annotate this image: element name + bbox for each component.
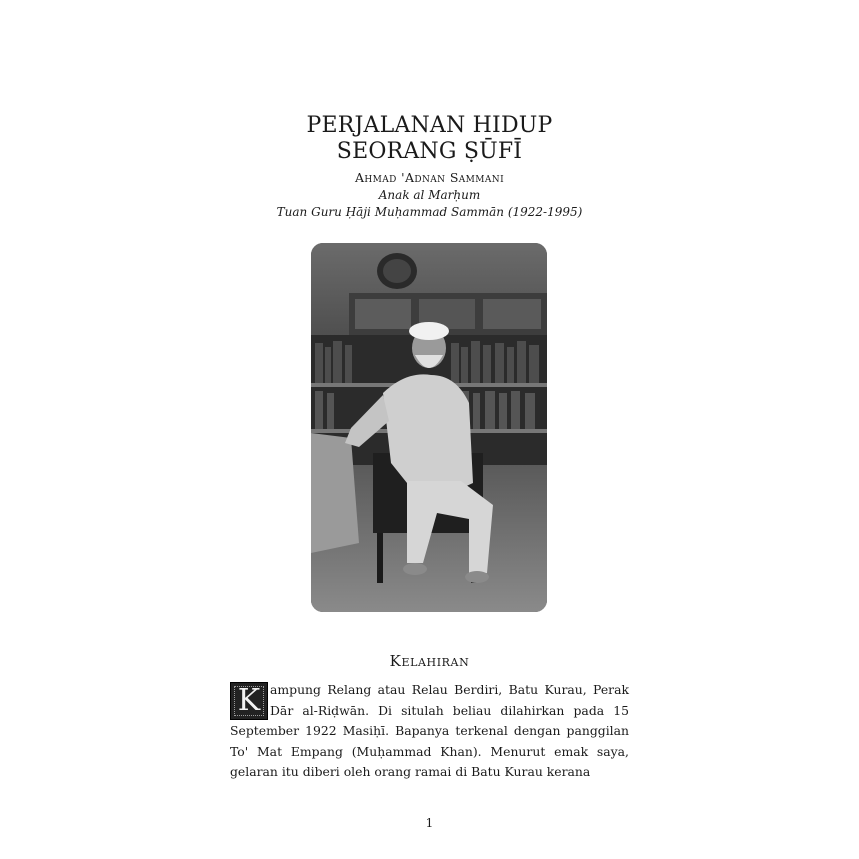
title-line-2: SEORANG ṢŪFĪ: [336, 139, 523, 164]
subtitle: [0, 187, 859, 221]
portrait-photo: [311, 243, 547, 612]
page-number: 1: [425, 816, 434, 830]
subtitle-line-2: Tuan Guru Ḥāji Muḥammad Sammān (1922-1995): [276, 205, 583, 219]
section-heading: Kelahiran: [389, 652, 470, 670]
paragraph-text: ampung Relang atau Relau Berdiri, Batu Kurau, Perak Dār al-Riḍwān. Di situlah beliau dilahirkan pada 15 September 1922 Masiḥī. Bapanya terkenal dengan panggilan To' Mat Empang (Muḥammad Khan). Menurut emak saya, gelaran itu diberi oleh orang ramai di Batu Kurau kerana: [230, 682, 629, 779]
title-line-1: PERJALANAN HIDUP: [306, 113, 553, 138]
book-title: [0, 113, 859, 165]
author-name: Ahmad 'Adnan Sammani: [354, 170, 505, 185]
drop-cap: K: [230, 682, 268, 720]
body-paragraph: [230, 680, 629, 783]
portrait-illustration: [311, 243, 547, 612]
subtitle-line-1: Anak al Marḥum: [378, 188, 481, 202]
